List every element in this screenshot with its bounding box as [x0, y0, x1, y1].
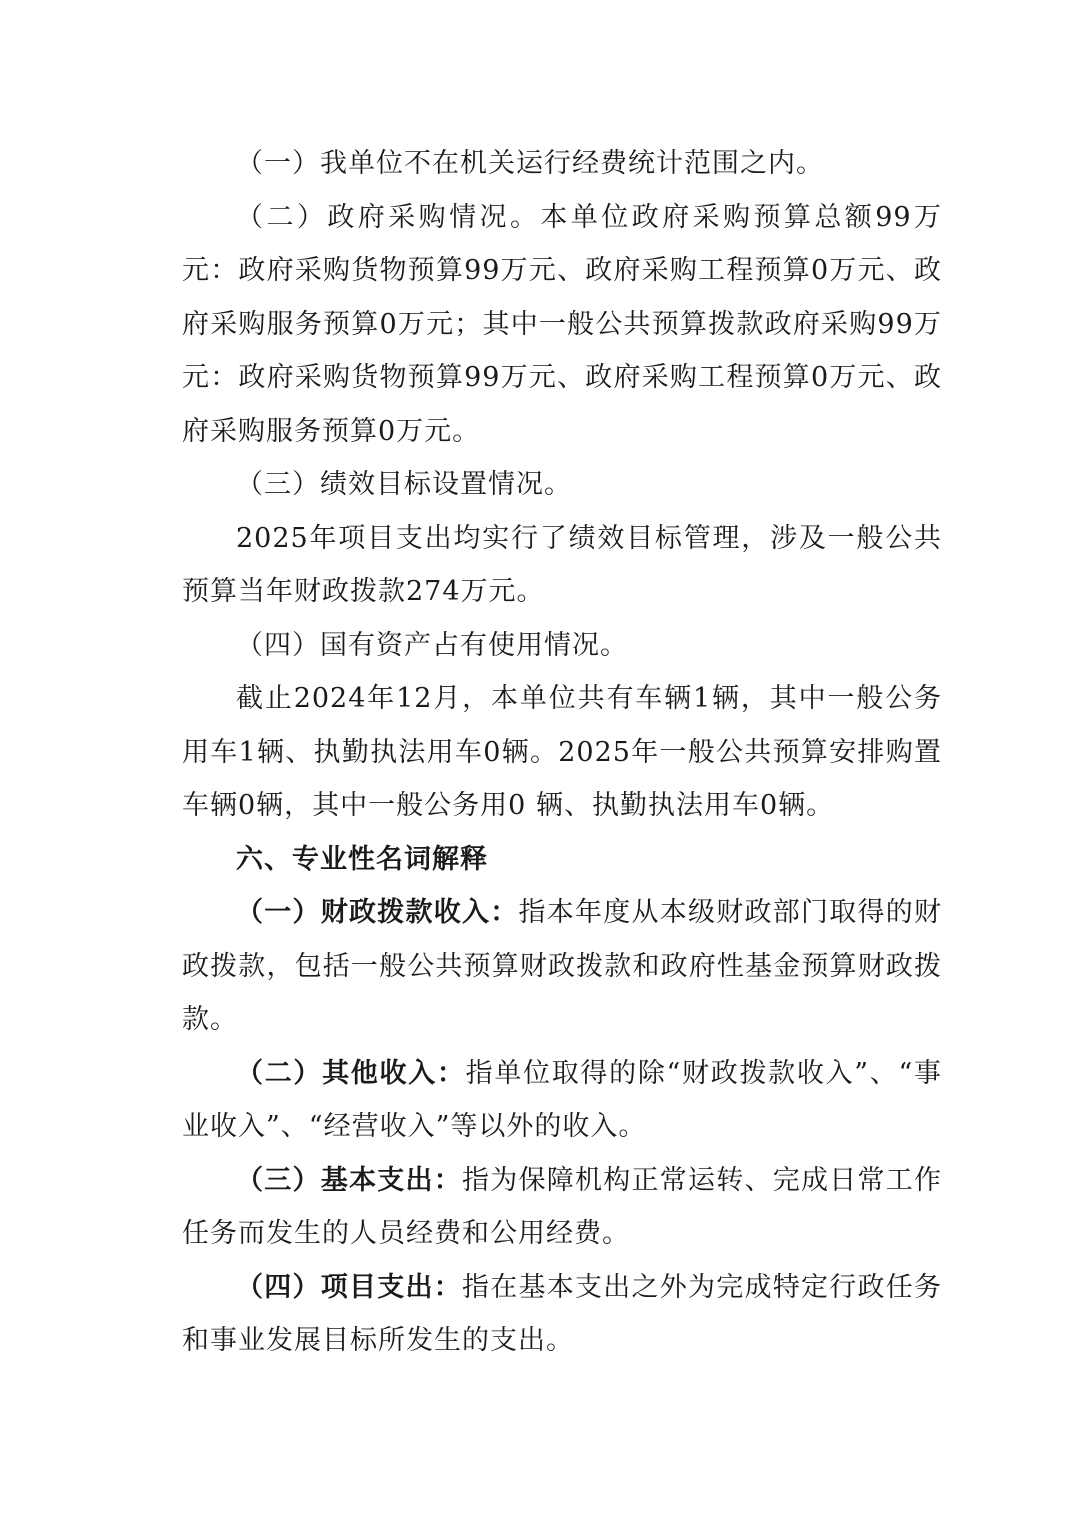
term-paragraph [182, 1154, 942, 1261]
term-definition: 指本年度从本级财政部门取得的财政拨款，包括一般公共预算财政拨款和政府性基金预算财政拨款。 [182, 897, 942, 1035]
paragraph-operating-expenses [182, 137, 942, 191]
paragraph-state-assets-heading [182, 619, 942, 673]
procurement-heading: （二）政府采购情况。 [236, 201, 541, 233]
performance-body: 2025年项目支出均实行了绩效目标管理，涉及一般公共预算当年财政拨款274万元。 [182, 522, 942, 607]
paragraph-state-assets-body [182, 672, 942, 833]
term-paragraph [182, 1261, 942, 1368]
procurement-body: 本单位政府采购预算总额99万元：政府采购货物预算99万元、政府采购工程预算0万元、政府采购服务预算0万元；其中一般公共预算拨款政府采购99万元：政府采购货物预算99万元、政府采购工程预算0万元、政府采购服务预算0万元。 [182, 201, 943, 447]
performance-heading: （三）绩效目标设置情况。 [236, 469, 572, 500]
section-title-terms: 六、专业性名词解释 [236, 843, 488, 875]
term-paragraph [182, 1047, 942, 1154]
term-label: （四）项目支出： [236, 1271, 462, 1303]
paragraph-performance-targets-heading [182, 458, 942, 512]
paragraph-performance-targets-body [182, 512, 942, 619]
term-label: （一）财政拨款收入： [236, 897, 519, 928]
document-body [182, 137, 942, 1368]
term-label: （二）其他收入： [236, 1057, 466, 1089]
term-definition: 指为保障机构正常运转、完成日常工作任务而发生的人员经费和公用经费。 [182, 1164, 942, 1249]
term-paragraph [182, 886, 942, 1047]
operating-expenses-text: （一）我单位不在机关运行经费统计范围之内。 [236, 148, 824, 179]
term-definition: 指单位取得的除“财政拨款收入”、“事业收入”、“经营收入”等以外的收入。 [182, 1057, 942, 1142]
assets-heading: （四）国有资产占有使用情况。 [236, 629, 628, 661]
term-definition: 指在基本支出之外为完成特定行政任务和事业发展目标所发生的支出。 [182, 1271, 942, 1356]
assets-body: 截止2024年12月，本单位共有车辆1辆，其中一般公务用车1辆、执勤执法用车0辆。2025年一般公共预算安排购置车辆0辆，其中一般公务用0 辆、执勤执法用车0辆。 [182, 683, 942, 821]
paragraph-government-procurement [182, 191, 942, 459]
term-label: （三）基本支出： [236, 1164, 462, 1196]
